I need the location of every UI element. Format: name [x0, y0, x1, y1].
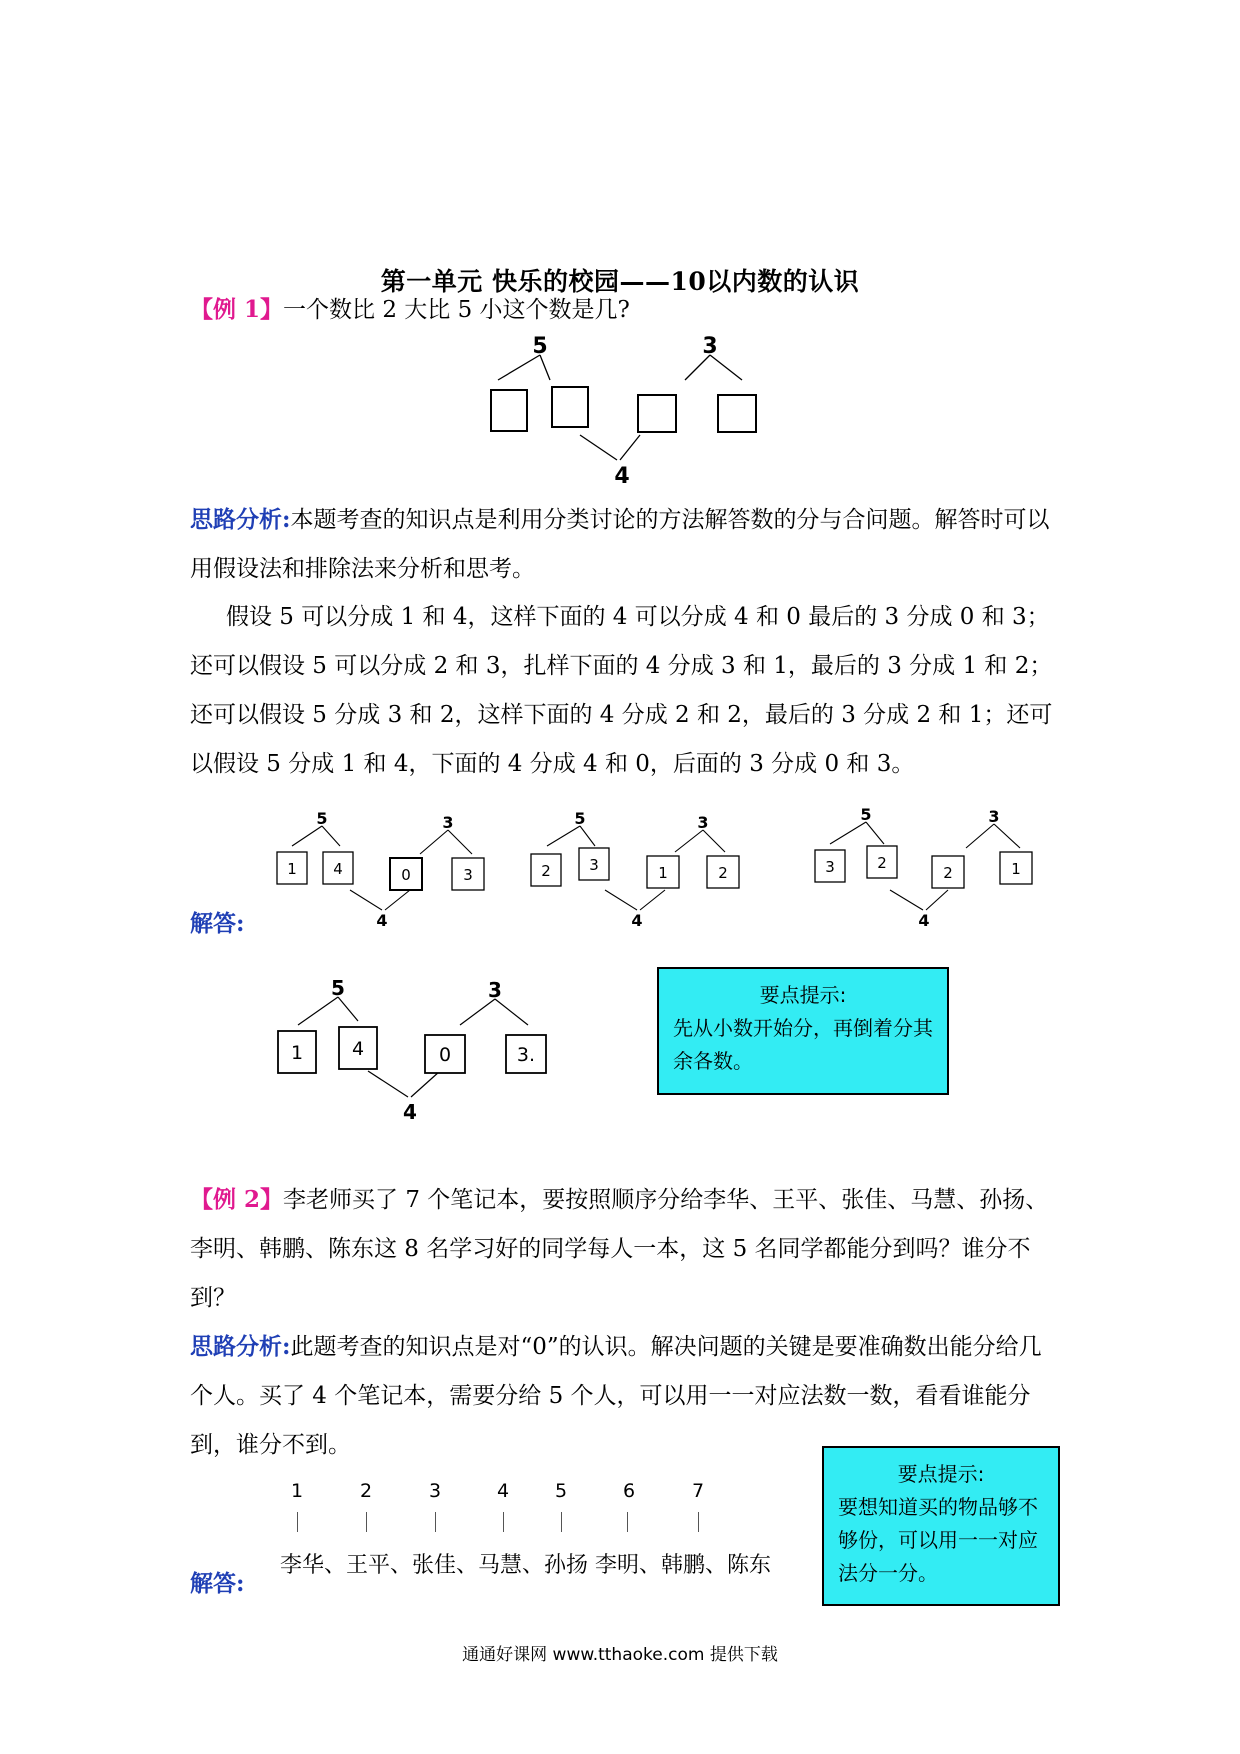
example2-analysis-text: 此题考查的知识点是对“0”的认识。解决问题的关键是要准确数出能分给几个人。买了 4 个笔记本，需要分给 5 个人，可以用一一对应法数一数，看看谁能分到，谁分不到。	[190, 1334, 1042, 1458]
box-value: 1	[658, 864, 668, 882]
tick-mark	[503, 1512, 504, 1532]
box-value: 2	[541, 862, 551, 880]
example1-answer-label: 解答:	[190, 910, 245, 937]
box-value: 1	[287, 860, 297, 878]
answer-diagram-2	[525, 808, 755, 928]
example1-analysis-label: 思路分析:	[190, 506, 291, 533]
example1-analysis	[190, 495, 1060, 594]
final-diagram	[270, 975, 560, 1125]
names-line: 李华、王平、张佳、马慧、孙扬 李明、韩鹏、陈东	[280, 1553, 771, 1578]
page-title: 第一单元 快乐的校园——10以内数的认识	[380, 267, 860, 296]
top-right-number: 3	[488, 978, 502, 1002]
example2-question: 李老师买了 7 个笔记本，要按照顺序分给李华、王平、张佳、马慧、孙扬、李明、韩鹏、陈东这 8 名学习好的同学每人一本，这 5 名同学都能分到吗？谁分不到？	[190, 1187, 1049, 1311]
bottom-number: 4	[376, 911, 388, 928]
box-value: 2	[718, 864, 728, 882]
box-value: 3	[463, 866, 473, 884]
empty-box	[552, 387, 588, 427]
example2-analysis-label: 思路分析:	[190, 1333, 291, 1360]
tick-mark	[366, 1512, 367, 1532]
box-value: 2	[877, 854, 887, 872]
box-value: 3.	[516, 1044, 536, 1066]
top-right-number: 3	[697, 813, 709, 832]
tick-mark	[698, 1512, 699, 1532]
tip-body: 先从小数开始分，再倒着分其余各数。	[673, 1016, 933, 1073]
diagram-top-left: 5	[532, 335, 548, 359]
example1-label: 【例 1】	[190, 296, 284, 323]
box-value: 0	[438, 1044, 452, 1066]
box-value: 1	[1011, 860, 1021, 878]
example1-question-line	[190, 290, 1090, 330]
top-right-number: 3	[442, 813, 454, 832]
diagram-bottom: 4	[614, 464, 630, 489]
tip-head: 要点提示:	[897, 1462, 985, 1486]
top-left-number: 5	[574, 809, 586, 828]
count-number: 7	[692, 1480, 705, 1502]
page-footer: 通通好课网 www.tthaoke.com 提供下载	[462, 1645, 778, 1665]
empty-box	[638, 395, 676, 432]
tip-head: 要点提示:	[759, 983, 847, 1007]
tip-body: 要想知道买的物品够不够份，可以用一一对应法分一分。	[838, 1495, 1038, 1585]
bottom-number: 4	[403, 1100, 417, 1124]
bottom-number: 4	[918, 911, 930, 928]
box-value: 1	[290, 1042, 304, 1064]
example1-analysis-p2: 假设 5 可以分成 1 和 4，这样下面的 4 可以分成 4 和 0 最后的 3 分成 0 和 3；还可以假设 5 可以分成 2 和 3，扎样下面的 4 分成 3 和 1，最后的 3 分成 1 和 2；还可以假设 5 分成 3 和 2，这样下面的 4 分成 2 和 2，最后的 3 分成 2 和 1；还可以假设 5 分成 1 和 4，下面的 4 分成 4 和 0，后面的 3 分成 0 和 3。	[190, 604, 1053, 777]
empty-box	[491, 390, 527, 431]
box-value: 4	[333, 860, 343, 878]
example2-question-block	[190, 1175, 1060, 1323]
answer-diagram-1	[270, 808, 500, 928]
empty-box	[718, 395, 756, 432]
tip-box-1	[657, 967, 949, 1095]
box-value: 3	[825, 858, 835, 876]
example2-answer-label: 解答:	[190, 1570, 245, 1597]
answer-diagram-3	[808, 802, 1043, 928]
count-number: 3	[429, 1480, 442, 1502]
box-value: 0	[401, 866, 411, 884]
box-value: 2	[943, 864, 953, 882]
count-number: 6	[623, 1480, 636, 1502]
tip-box-2	[822, 1446, 1060, 1606]
tick-mark	[435, 1512, 436, 1532]
bottom-number: 4	[631, 911, 643, 928]
example2-label: 【例 2】	[190, 1186, 284, 1213]
top-right-number: 3	[988, 807, 1000, 826]
diagram-top-right: 3	[702, 335, 718, 359]
tick-mark	[297, 1512, 298, 1532]
box-value: 3	[589, 856, 599, 874]
count-number: 1	[291, 1480, 304, 1502]
count-number: 4	[497, 1480, 510, 1502]
example1-question: 一个数比 2 大比 5 小这个数是几?	[283, 297, 630, 323]
box-value: 4	[351, 1038, 365, 1060]
top-left-number: 5	[316, 809, 328, 828]
count-number: 2	[360, 1480, 373, 1502]
count-number: 5	[555, 1480, 568, 1502]
top-left-number: 5	[860, 805, 872, 824]
top-left-number: 5	[331, 976, 345, 1000]
tick-mark	[561, 1512, 562, 1532]
tick-mark	[627, 1512, 628, 1532]
example1-diagram	[470, 335, 770, 490]
example1-analysis-text: 本题考查的知识点是利用分类讨论的方法解答数的分与合问题。解答时可以用假设法和排除法来分析和思考。	[190, 507, 1050, 582]
